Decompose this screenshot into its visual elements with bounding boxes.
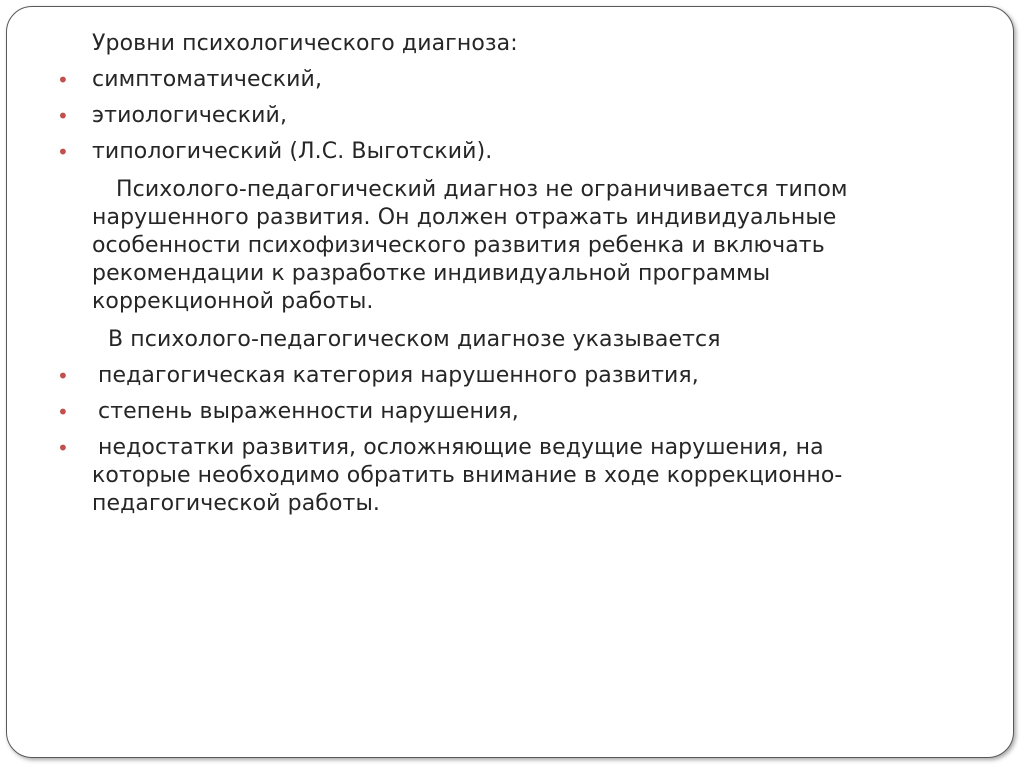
bullet-icon: •	[57, 400, 69, 424]
bullet-icon: •	[57, 104, 69, 128]
level-label: симптоматический,	[92, 67, 323, 92]
bullet-icon: •	[57, 140, 69, 164]
paragraph-line: Психолого-педагогический диагноз не ограничивается типом	[116, 177, 848, 202]
bullet-icon: •	[57, 364, 69, 388]
list-item-level-1	[56, 66, 956, 94]
list-item-level-3	[56, 138, 956, 166]
paragraph-line: нарушенного развития. Он должен отражать индивидуальные	[92, 205, 837, 230]
list-item-level-2	[56, 102, 956, 130]
paragraph-line: особенности психофизического развития ребенка и включать	[92, 233, 825, 258]
level-label: типологический (Л.С. Выготский).	[92, 139, 493, 164]
indications-subheading	[56, 326, 956, 354]
bullet-icon: •	[57, 68, 69, 92]
list-item-indication-2	[56, 398, 956, 426]
list-item-indication-3	[56, 434, 956, 518]
slide-content	[56, 30, 956, 518]
diagnosis-paragraph	[56, 176, 956, 316]
indication-label: педагогическая категория нарушенного развития,	[98, 363, 699, 388]
indications-subheading-text: В психолого-педагогическом диагнозе указывается	[108, 327, 721, 352]
level-label: этиологический,	[92, 103, 288, 128]
bullet-icon: •	[57, 436, 69, 460]
indication-text: недостатки развития, осложняющие ведущие нарушения, на	[98, 435, 824, 460]
list-item-indication-1	[56, 362, 956, 390]
indication-line	[56, 434, 956, 462]
levels-heading-text: Уровни психологического диагноза:	[92, 31, 518, 56]
paragraph-line: коррекционной работы.	[92, 289, 374, 314]
indication-label: степень выраженности нарушения,	[98, 399, 519, 424]
levels-heading	[56, 30, 956, 58]
paragraph-line: рекомендации к разработке индивидуальной программы	[92, 261, 771, 286]
indication-line: которые необходимо обратить внимание в ходе коррекционно-	[92, 463, 843, 488]
indication-line: педагогической работы.	[92, 491, 381, 516]
